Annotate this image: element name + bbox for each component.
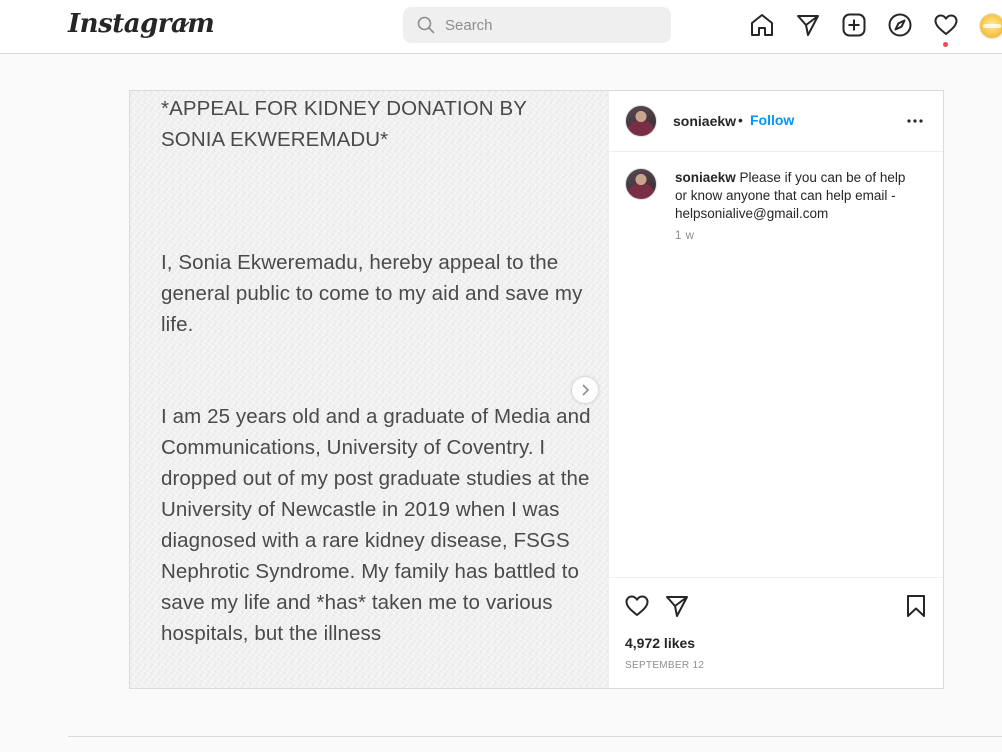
instagram-logo[interactable]: Instagram bbox=[68, 9, 215, 39]
chevron-down-icon[interactable] bbox=[178, 17, 192, 31]
share-icon[interactable] bbox=[664, 593, 690, 619]
search-box bbox=[403, 7, 671, 43]
explore-icon[interactable] bbox=[887, 12, 913, 38]
save-bookmark-icon[interactable] bbox=[903, 593, 929, 619]
home-icon[interactable] bbox=[749, 12, 775, 38]
media-title-text: *APPEAL FOR KIDNEY DONATION BY SONIA EKWEREMADU* bbox=[161, 97, 527, 151]
separator-dot: • bbox=[738, 112, 743, 128]
media-paragraph-1: I, Sonia Ekweremadu, hereby appeal to the general public to come to my aid and save my life. bbox=[161, 251, 583, 336]
caption-avatar[interactable] bbox=[625, 168, 657, 200]
post-card bbox=[129, 90, 944, 689]
like-heart-icon[interactable] bbox=[624, 593, 650, 619]
next-slide-button[interactable] bbox=[572, 377, 598, 403]
direct-message-icon[interactable] bbox=[795, 12, 821, 38]
post-caption bbox=[675, 169, 917, 223]
activity-heart-icon[interactable] bbox=[933, 12, 959, 38]
caption-username[interactable]: soniaekw bbox=[675, 170, 736, 185]
follow-button[interactable]: Follow bbox=[750, 112, 795, 128]
more-options-icon[interactable] bbox=[905, 113, 925, 129]
post-actions bbox=[609, 577, 943, 688]
profile-avatar[interactable] bbox=[979, 13, 1002, 39]
caption-text: Please if you can be of help or know anyone that can help email - helpsonialive@gmail.com bbox=[675, 170, 906, 221]
chevron-right-icon bbox=[579, 383, 591, 397]
post-header bbox=[609, 91, 943, 152]
caption-timestamp[interactable]: 1 w bbox=[675, 230, 695, 242]
top-navigation-bar bbox=[0, 0, 1002, 54]
author-avatar[interactable] bbox=[625, 105, 657, 137]
likes-count[interactable]: 4,972 likes bbox=[625, 635, 696, 651]
post-media[interactable] bbox=[130, 91, 609, 688]
footer-divider bbox=[68, 736, 1002, 737]
post-side-panel bbox=[609, 91, 943, 688]
notification-dot bbox=[943, 42, 948, 47]
post-date: SEPTEMBER 12 bbox=[625, 660, 705, 671]
media-paragraph-2: I am 25 years old and a graduate of Media and Communications, University of Coventry. I dropped out of my post graduate studies at the University of Newcastle in 2019 when I was diagnosed with a rare kidney disease, FSGS Nephrotic Syndrome. My family has battled to save my life and *has* taken me to various hospitals, but the illness bbox=[161, 405, 591, 645]
search-input[interactable] bbox=[445, 7, 661, 43]
author-username[interactable]: soniaekw bbox=[673, 113, 737, 129]
search-icon bbox=[417, 16, 435, 34]
new-post-icon[interactable] bbox=[841, 12, 867, 38]
